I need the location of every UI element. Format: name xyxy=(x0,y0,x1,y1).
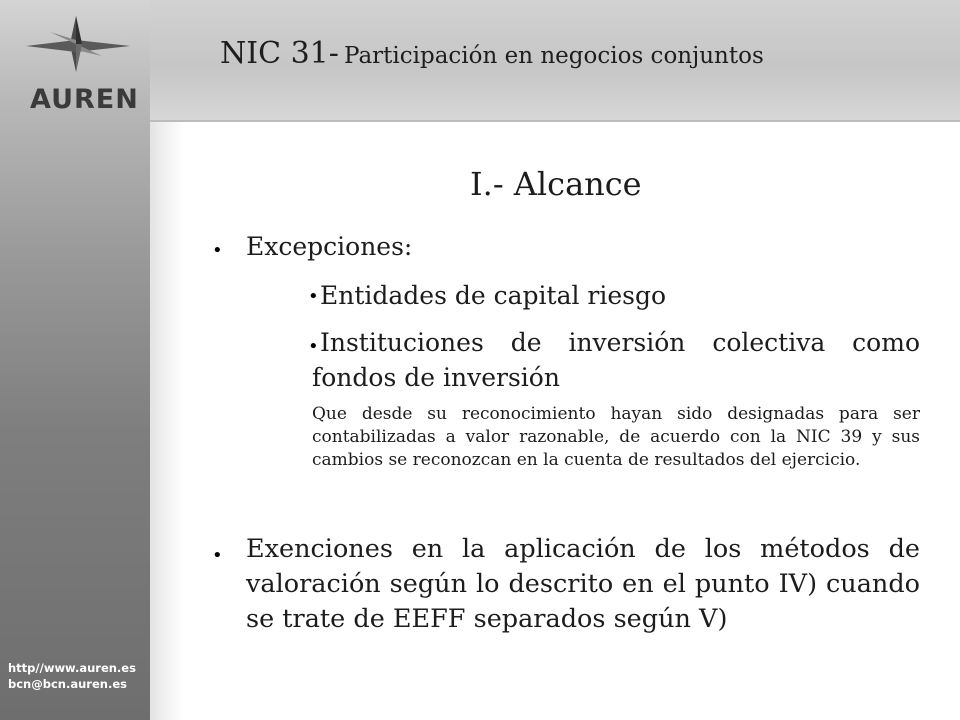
page-header xyxy=(220,36,764,71)
contact-footer xyxy=(8,660,136,692)
bullet-dot: • xyxy=(212,545,223,566)
email-link[interactable]: bcn@bcn.auren.es xyxy=(8,677,127,691)
sidebar-shadow xyxy=(150,122,184,720)
excepciones-label: Excepciones: xyxy=(246,232,413,261)
bullet-dot: • xyxy=(308,286,319,307)
note-text: Que desde su reconocimiento hayan sido designadas para ser contabilizadas a valor razonable, de acuerdo con la NIC 39 y sus cambios se reconozcan en la cuenta de resultados del ejercicio. xyxy=(312,404,920,470)
header-divider xyxy=(150,120,960,122)
star-icon xyxy=(20,14,150,84)
website-link[interactable]: http//www.auren.es xyxy=(8,661,136,675)
slide-title: I.- Alcance xyxy=(470,165,642,203)
exenciones-text: Exenciones en la aplicación de los métodos de valoración según lo descrito en el punto IV) cuando se trate de EEFF separados según V) xyxy=(246,534,920,634)
sub-item-capital-riesgo: Entidades de capital riesgo xyxy=(320,281,667,310)
auren-logo xyxy=(20,14,150,115)
standard-code: NIC 31- xyxy=(220,36,339,71)
sub-item-inversion-colectiva: Instituciones de inversión colectiva como fondos de inversión xyxy=(312,328,920,392)
bullet-dot: • xyxy=(308,336,319,357)
bullet-dot: • xyxy=(212,240,223,261)
logo-wordmark: AUREN xyxy=(30,84,139,115)
standard-title: Participación en negocios conjuntos xyxy=(344,43,764,69)
